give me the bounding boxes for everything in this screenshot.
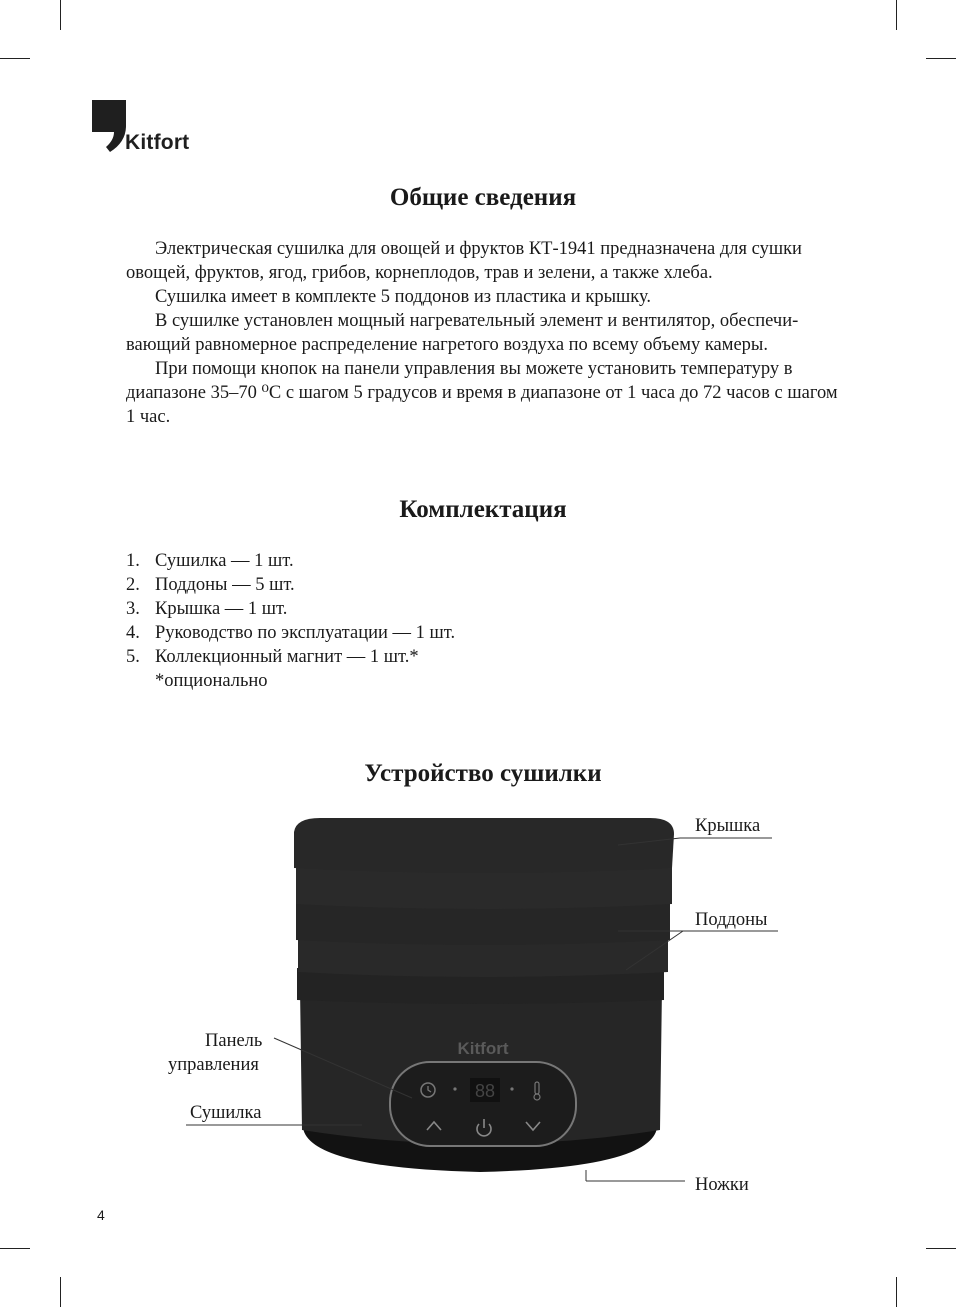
device-brand: Kitfort (457, 1039, 509, 1058)
paragraph: Сушилка имеет в комплекте 5 поддонов из пластика и крышку. (155, 287, 651, 307)
label-panel-line1: Панель (205, 1031, 263, 1051)
paragraph: В сушилке установлен мощный нагревательный элемент и вентилятор, обеспечивающий равномерное распределение нагретого воздуха по всему объему камеры. (126, 311, 799, 355)
dryer-lid (294, 818, 674, 873)
paragraph: Электрическая сушилка для овощей и фруктов КТ-1941 предназначена для сушки овощей, фруктов, ягод, грибов, корнеплодов, трав и зелени, а также хлеба. (126, 239, 802, 283)
list-item: 3. Крышка — 1 шт. (126, 599, 288, 619)
control-panel (390, 1062, 576, 1146)
list-item: 1. Сушилка — 1 шт. (126, 551, 294, 571)
label-lid: Крышка (695, 816, 761, 836)
section-title-general: Общие сведения (389, 184, 577, 211)
label-trays: Поддоны (695, 910, 768, 930)
list-item: 5. Коллекционный магнит — 1 шт.* (126, 647, 419, 667)
page-number: 4 (97, 1207, 105, 1223)
brand-name: Kitfort (125, 131, 190, 154)
label-feet: Ножки (695, 1175, 749, 1195)
list-item: 2. Поддоны — 5 шт. (126, 575, 295, 595)
label-dryer: Сушилка (190, 1103, 262, 1123)
panel-display: 88 (474, 1081, 496, 1101)
list-item: 4. Руководство по эксплуатации — 1 шт. (126, 623, 456, 643)
section-title-package: Комплектация (399, 496, 567, 523)
paragraph: При помощи кнопок на панели управления вы можете установить температуру в диапазоне 35–70 ⁰С с шагом 5 градусов и время в диапазоне от 1 часа до 72 часов с шагом 1 час. (126, 359, 838, 427)
optional-note: *опционально (155, 671, 268, 691)
section-title-device: Устройство сушилки (364, 760, 602, 787)
label-panel-line2: управления (168, 1055, 259, 1075)
